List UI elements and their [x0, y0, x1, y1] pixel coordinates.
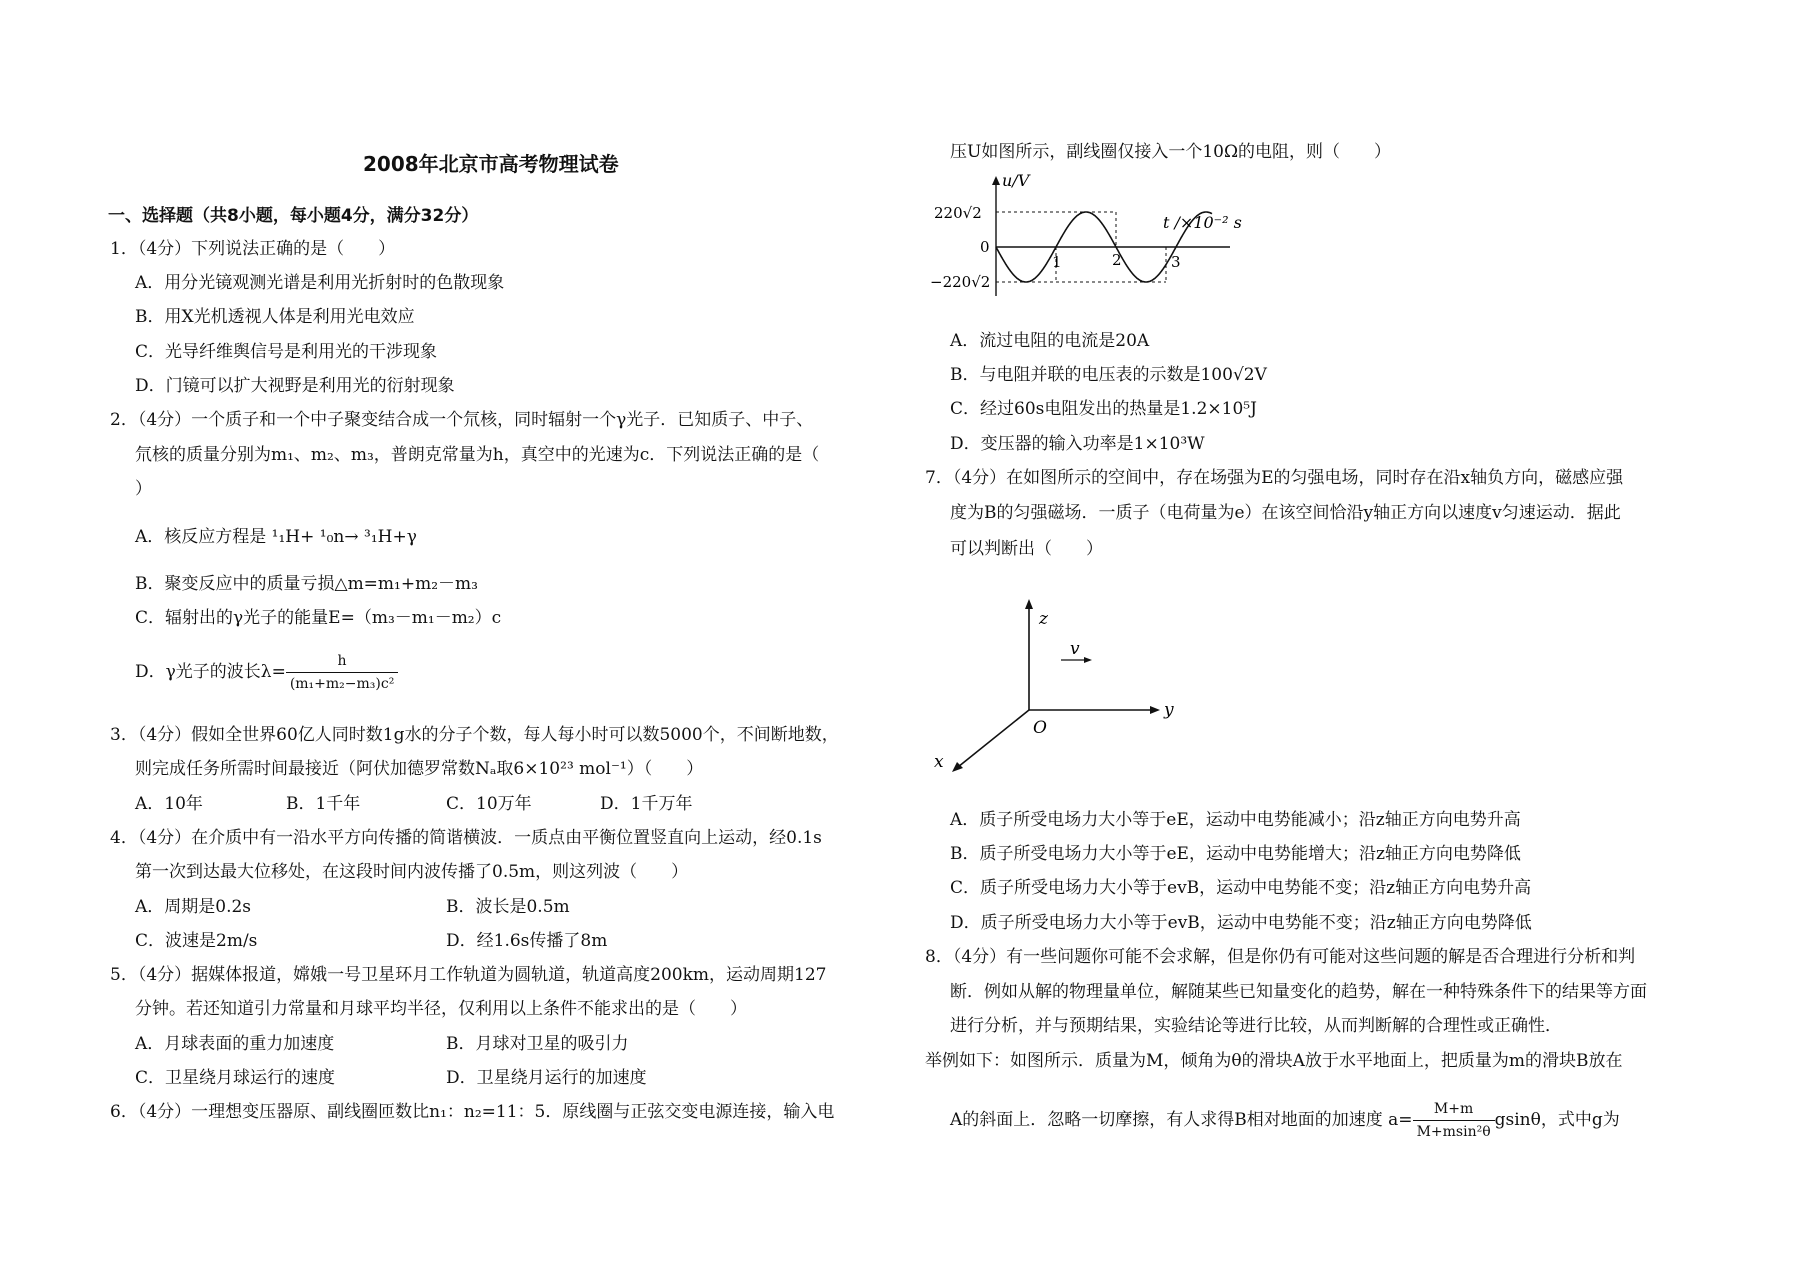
fraction-denominator: (m₁+m₂−m₃)c² — [289, 676, 395, 692]
q7-axes-diagram — [930, 595, 1180, 790]
q4-stem-line1: 4．（4分）在介质中有一沿水平方向传播的简谐横波．一质点由平衡位置竖直向上运动，经0.1s — [110, 828, 822, 848]
q3-option-c: C．10万年 — [446, 794, 532, 814]
q7-option-a: A．质子所受电场力大小等于eE，运动中电势能减小；沿z轴正方向电势升高 — [950, 810, 1521, 830]
q4-option-b: B．波长是0.5m — [446, 897, 570, 917]
q8-line5-suffix: gsinθ，式中g为 — [1494, 1110, 1620, 1130]
q1-stem: 1．（4分）下列说法正确的是（ ） — [110, 239, 396, 259]
q8-stem-line3: 进行分析，并与预期结果，实验结论等进行比较，从而判断解的合理性或正确性． — [950, 1016, 1562, 1036]
page-title: 2008年北京市高考物理试卷 — [363, 152, 619, 176]
q3-option-b: B．1千年 — [286, 794, 361, 814]
q1-option-b: B．用X光机透视人体是利用光电效应 — [135, 307, 415, 327]
q5-stem-line2: 分钟。若还知道引力常量和月球平均半径，仅利用以上条件不能求出的是（ ） — [135, 999, 747, 1019]
q3-stem-line1: 3．（4分）假如全世界60亿人同时数1g水的分子个数，每人每小时可以数5000个，不间断地数， — [110, 725, 839, 745]
graph-tick-1: 1 — [1052, 253, 1062, 271]
q2-stem-line3: ） — [135, 479, 152, 499]
origin-label: O — [1033, 718, 1047, 738]
z-axis-label: z — [1039, 609, 1048, 629]
q7-stem-line3: 可以判断出（ ） — [950, 539, 1103, 559]
q6-option-b: B．与电阻并联的电压表的示数是100√2V — [950, 365, 1267, 385]
q2-wavelength-fraction — [286, 650, 399, 695]
section-heading: 一、选择题（共8小题，每小题4分，满分32分） — [108, 206, 479, 226]
z-axis-arrow — [1025, 599, 1033, 609]
q5-stem-line1: 5．（4分）据媒体报道，嫦娥一号卫星环月工作轨道为圆轨道，轨道高度200km，运动周期127 — [110, 965, 827, 985]
q6-stem-line2: 压U如图所示，副线圈仅接入一个10Ω的电阻，则（ ） — [950, 142, 1392, 162]
q8-line5-prefix: A的斜面上．忽略一切摩擦，有人求得B相对地面的加速度 a= — [950, 1110, 1413, 1130]
q8-stem-line4: 举例如下：如图所示．质量为M，倾角为θ的滑块A放于水平地面上，把质量为m的滑块B放在 — [925, 1051, 1623, 1071]
q5-option-a: A．月球表面的重力加速度 — [135, 1034, 335, 1054]
q2-option-d-prefix: D．γ光子的波长λ= — [135, 662, 286, 682]
q6-voltage-graph — [930, 170, 1260, 300]
graph-zero-label: 0 — [980, 238, 990, 256]
x-axis-line — [958, 710, 1029, 767]
graph-y-bottom-label: −220√2 — [930, 273, 991, 291]
q5-option-c: C．卫星绕月球运行的速度 — [135, 1068, 336, 1088]
x-axis-label: x — [934, 752, 944, 772]
velocity-arrow-head — [1084, 657, 1092, 663]
q6-option-c: C．经过60s电阻发出的热量是1.2×10⁵J — [950, 399, 1257, 419]
q6-option-d: D．变压器的输入功率是1×10³W — [950, 434, 1205, 454]
y-axis-label: y — [1164, 700, 1174, 720]
fraction-denominator: M+msin²θ — [1416, 1124, 1491, 1140]
q2-option-d — [135, 650, 398, 695]
q6-stem-line1: 6．（4分）一理想变压器原、副线圈匝数比n₁：n₂=11：5．原线圈与正弦交变电源连接，输入电 — [110, 1102, 835, 1122]
q8-stem-line2: 断．例如从解的物理量单位，解随某些已知量变化的趋势，解在一种特殊条件下的结果等方面 — [950, 982, 1647, 1002]
q2-option-a: A．核反应方程是 ¹₁H+ ¹₀n→ ³₁H+γ — [135, 527, 417, 547]
q6-option-a: A．流过电阻的电流是20A — [950, 331, 1150, 351]
q7-option-b: B．质子所受电场力大小等于eE，运动中电势能增大；沿z轴正方向电势降低 — [950, 844, 1521, 864]
velocity-label: v — [1070, 639, 1080, 659]
q7-option-c: C．质子所受电场力大小等于evB，运动中电势能不变；沿z轴正方向电势升高 — [950, 878, 1532, 898]
q7-option-d: D．质子所受电场力大小等于evB，运动中电势能不变；沿z轴正方向电势降低 — [950, 913, 1532, 933]
q1-option-d: D．门镜可以扩大视野是利用光的衍射现象 — [135, 376, 455, 396]
graph-y-label: u/V — [1002, 171, 1030, 190]
fraction-numerator: M+m — [1413, 1098, 1495, 1121]
q4-option-c: C．波速是2m/s — [135, 931, 258, 951]
q5-option-d: D．卫星绕月运行的加速度 — [446, 1068, 647, 1088]
q8-stem-line1: 8．（4分）有一些问题你可能不会求解，但是你仍有可能对这些问题的解是否合理进行分析和判 — [925, 947, 1636, 967]
q2-stem-line1: 2．（4分）一个质子和一个中子聚变结合成一个氘核，同时辐射一个γ光子．已知质子、中子、 — [110, 410, 814, 430]
graph-y-arrow — [992, 176, 1000, 185]
q2-option-c: C．辐射出的γ光子的能量E=（m₃－m₁－m₂）c — [135, 608, 502, 628]
q3-option-a: A．10年 — [135, 794, 203, 814]
q8-stem-line5 — [950, 1098, 1620, 1143]
q2-option-b: B．聚变反应中的质量亏损△m=m₁+m₂－m₃ — [135, 574, 478, 594]
graph-tick-2: 2 — [1112, 251, 1122, 269]
q7-stem-line1: 7．（4分）在如图所示的空间中，存在场强为E的匀强电场，同时存在沿x轴负方向，磁感应强 — [925, 468, 1624, 488]
graph-y-top-label: 220√2 — [934, 204, 982, 222]
q5-option-b: B．月球对卫星的吸引力 — [446, 1034, 629, 1054]
q3-stem-line2: 则完成任务所需时间最接近（阿伏加德罗常数Nₐ取6×10²³ mol⁻¹）（ ） — [135, 759, 704, 779]
q7-stem-line2: 度为B的匀强磁场．一质子（电荷量为e）在该空间恰沿y轴正方向以速度v匀速运动．据此 — [950, 503, 1621, 523]
y-axis-arrow — [1150, 706, 1160, 714]
q1-option-a: A．用分光镜观测光谱是利用光折射时的色散现象 — [135, 273, 505, 293]
q8-acceleration-fraction — [1413, 1098, 1495, 1143]
q4-option-d: D．经1.6s传播了8m — [446, 931, 608, 951]
q2-stem-line2: 氘核的质量分别为m₁、m₂、m₃，普朗克常量为h，真空中的光速为c．下列说法正确的是（ — [135, 445, 820, 465]
fraction-numerator: h — [286, 650, 399, 673]
q4-stem-line2: 第一次到达最大位移处，在这段时间内波传播了0.5m，则这列波（ ） — [135, 862, 689, 882]
graph-x-label: t /×10⁻² s — [1163, 213, 1242, 232]
q1-option-c: C．光导纤维舆信号是利用光的干涉现象 — [135, 342, 438, 362]
q3-option-d: D．1千万年 — [600, 794, 693, 814]
graph-tick-3: 3 — [1171, 253, 1181, 271]
q4-option-a: A．周期是0.2s — [135, 897, 252, 917]
